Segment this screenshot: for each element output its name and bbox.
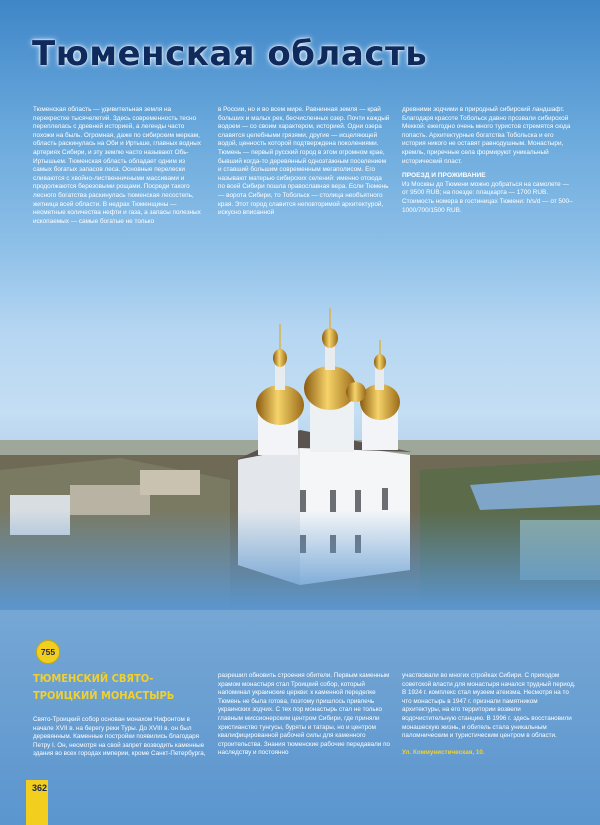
monastery-column-2	[218, 672, 390, 758]
monastery-text-2: разрешил обновить строения обители. Первым каменным храмом монастыря стал Троицкий собор, который напоминал украинские церкви: к каменной переделке Тюмень не была готова, поэтому пришлось привлечь украинских зодчих. С тех пор монастырь стал не только главным миссионерским центром Сибири, где приняли христианство тунгусы, буряты и татары, но и центром квалифицированной рабочей силы для каменного строительства. Знания тюменские рабочие передавали по наследству и постоянно	[218, 672, 390, 757]
travel-heading: ПРОЕЗД И ПРОЖИВАНИЕ	[402, 172, 486, 180]
monastery-title: ТЮМЕНСКИЙ СВЯТО-ТРОИЦКИЙ МОНАСТЫРЬ	[33, 672, 175, 702]
intro-column-3	[402, 106, 574, 215]
monastery-photo	[0, 280, 600, 610]
page-title: Тюменская область	[32, 34, 428, 74]
monastery-text-3: участвовали во многих стройках Сибири. С приходом советской власти для монастыря начался трудный период. В 1924 г. комплекс стал музеем атеизма. Несмотря на то что монастырь в 1947 г. признали памятником архитектуры, на его территории возвели водочистительную станцию. В 1996 г. здесь восстановили монашескую жизнь, и обитель стала уникальным паломническим и туристическим центром в области.	[402, 672, 576, 740]
monastery-text-1: Свято-Троицкий собор основан монахом Нифонтом в начале XVII в. на берегу реки Туры. До XVIII в. он был деревянным. Каменные постройки появились благодаря Петру I. Он, несмотря на свой запрет возводить каменные здания во всех городах империи, кроме Санкт-Петербурга,	[33, 716, 206, 758]
page-number: 362	[32, 783, 48, 793]
intro-column-1	[33, 106, 205, 226]
intro-text-1: Тюменская область — удивительная земля на перекрестке тысячелетий. Здесь современность тесно переплелась с древней историей, а легенды часто похожи на быль. Огромная, даже по сибирским меркам, область раскинулась на Оби и Иртыше, главных водных артериях Сибири, и эту землю часто называют Обь-Иртышьем. Тюменская область обладает одним из самых богатых запасов леса. Основные перелески сливаются с хвойно-лиственничными массивами и продолжаются березовыми рощами. Посреди такого лесного богатства раскинулась тюменская лесостепь, житница всей области. В недрах Тюменщины — несметные количества нефти и газа, а запасы полезных ископаемых — самые богатые не только	[33, 106, 201, 225]
entry-number-badge: 755	[36, 640, 60, 664]
travel-text: Из Москвы до Тюмени можно добраться на самолете — от 9500 RUB; на поезде: плацкарта — 1700 RUB. Стоимость номера в гостиницах Тюмени: h/s/d — от 500–1000/700/1500 RUB.	[402, 180, 573, 214]
monastery-column-3	[402, 672, 576, 757]
intro-column-2	[218, 106, 390, 218]
monastery-column-1	[33, 716, 207, 759]
monastery-address: Ул. Коммунистическая, 10.	[402, 748, 485, 756]
intro-text-3: древними зодчими в природный сибирский ландшафт. Благодаря красоте Тобольск давно прозвали сибирской Меккой: ежегодно очень много туристов стремятся сюда попасть. Архитектурные богатства Тобольска и его история никого не оставят равнодушным. Монастыри, кремль, приречные села формируют уникальный исторический пласт.	[402, 106, 571, 165]
intro-text-2: в России, но и во всем мире. Равнинная земля — край больших и малых рек, бесчисленных озер. Почти каждый водоем — со своим характером, историей. Одни озера славятся целебными грязями, другие — исцеляющей водой, ценность которой подтверждена поколениями. Тюмень — первый русский город в этом огромном крае, бывший когда-то деревянный одноэтажным поселением и ставший большим современным мегаполисом. Его называют матерью сибирских селений: именно отсюда по всей Сибири пошла православная вера. Если Тюмень — ворота Сибири, то Тобольск — столица необъятного края. Этот город славится неповторимой архитектурой, искусно вписанной	[218, 106, 390, 217]
